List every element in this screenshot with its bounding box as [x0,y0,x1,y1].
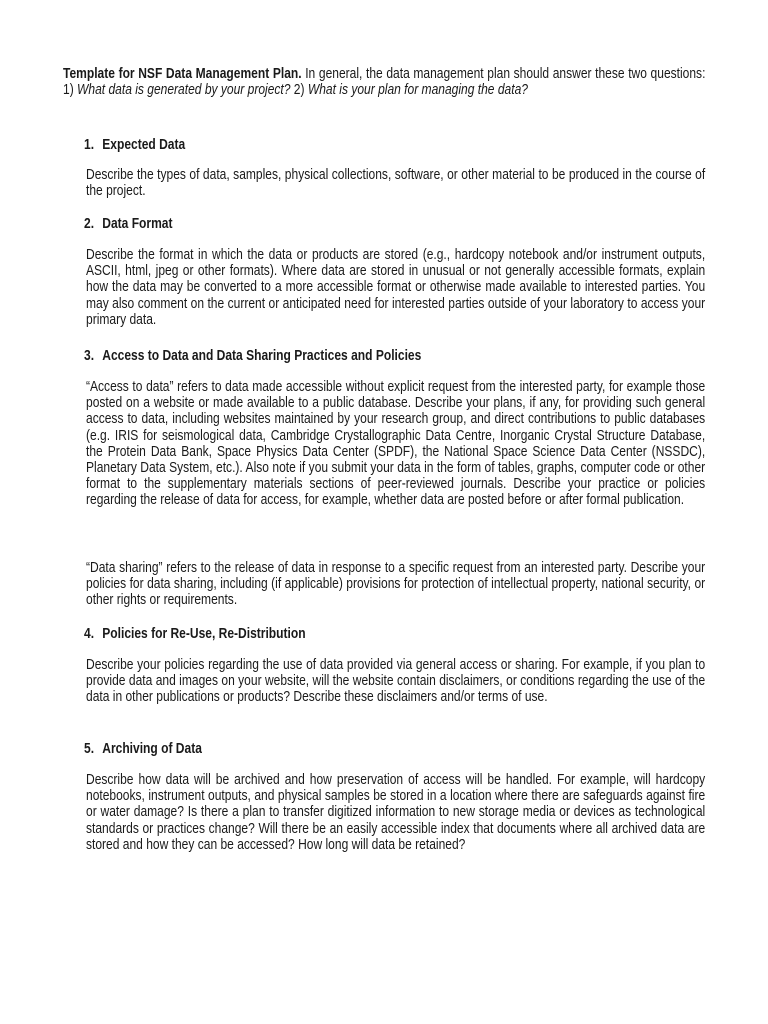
question-1: What data is generated by your project? [77,82,291,99]
section-paragraph: Describe the types of data, samples, physical collections, software, or other material to be produced in the course of the project. [86,167,706,200]
section-number: 1. [84,137,95,153]
section-number: 4. [84,626,95,642]
section-heading-reuse [84,626,703,642]
section-title: Expected Data [102,137,186,153]
section-heading-expected-data [84,137,703,153]
section-heading-archiving [84,741,703,757]
section-heading-access [84,348,703,364]
document-title: Template for NSF Data Management Plan. [63,66,302,82]
section-number: 2. [84,216,95,232]
section-title: Archiving of Data [102,741,202,757]
intro-text-2: 2) [290,82,308,99]
section-paragraph: “Data sharing” refers to the release of data in response to a specific request from an interested party. Describe your policies for data sharing, including (if applicable) provisions for protection of intellectual property, national security, or other rights or requirements. [86,560,706,609]
intro-text: In general, the data management plan should answer these two questions: 1) [63,66,706,99]
section-paragraph: Describe how data will be archived and how preservation of access will be handled. For example, will hardcopy notebooks, instrument outputs, and physical samples be stored in a location where there are safeguards against fire or water damage? Is there a plan to transfer digitized information to new storage media or devices as technological standards or practices change? Will there be an easily accessible index that documents where all archived data are stored and how they can be accessed? How long will data be retained? [86,772,706,853]
intro-paragraph [63,66,705,98]
section-heading-data-format [84,216,703,232]
question-2: What is your plan for managing the data? [307,82,528,99]
section-title: Access to Data and Data Sharing Practices and Policies [102,348,422,364]
section-paragraph: “Access to data” refers to data made accessible without explicit request from the interested party, for example those posted on a website or made available to a public database. Describe your plans, if any, for providing such general access to data, including websites maintained by your research group, and direct contributions to public databases (e.g. IRIS for seismological data, Cambridge Crystallographic Data Centre, Inorganic Crystal Structure Database, the Protein Data Bank, Space Physics Data Center (SPDF), the National Space Science Data Center (NSSDC), Planetary Data System, etc.). Also note if you submit your data in the form of tables, graphs, computer code or other format to the supplementary materials sections of peer-reviewed journals. Describe your practice or policies regarding the release of data for access, for example, whether data are posted before or after formal publication. [86,379,706,509]
section-title: Policies for Re-Use, Re-Distribution [102,626,306,642]
section-paragraph: Describe the format in which the data or products are stored (e.g., hardcopy notebook and/or instrument outputs, ASCII, html, jpeg or other formats). Where data are stored in unusual or not generally accessible formats, explain how the data may be converted to a more accessible format or otherwise made available to interested parties. You may also comment on the current or anticipated need for interested parties outside of your laboratory to access your primary data. [86,247,706,328]
section-number: 3. [84,348,95,364]
section-number: 5. [84,741,95,757]
section-title: Data Format [102,216,173,232]
section-paragraph: Describe your policies regarding the use of data provided via general access or sharing. For example, if you plan to provide data and images on your website, will the website contain disclaimers, or conditions regarding the use of the data in other publications or products? Describe these disclaimers and/or terms of use. [86,657,706,706]
